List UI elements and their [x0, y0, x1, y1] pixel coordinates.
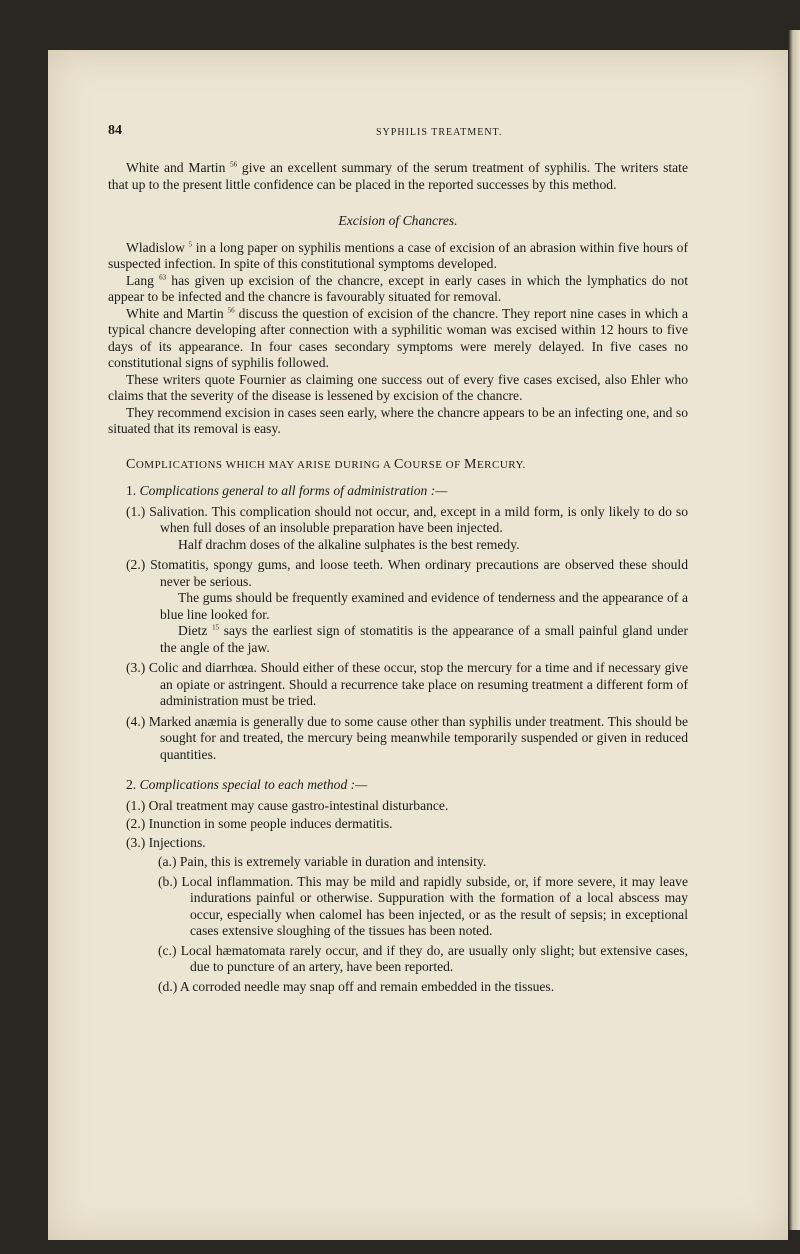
page-number: 84 — [108, 123, 122, 138]
footnote-ref: 15 — [212, 623, 220, 632]
sub-list-item: (c.) Local hæmatomata rarely occur, and if they do, are usually only slight; but extensive cases, due to puncture of an artery, have been reported. — [158, 942, 688, 974]
paragraph-wladislow: Wladislow $^5$ in a long paper on syphilis mentions a case of excision of an abrasion within five hours of suspected infection. In spite of this constitutional symptoms developed. — [108, 239, 688, 271]
section-2-heading: 2. Complications special to each method :— — [126, 777, 368, 792]
sub-list-item: (b.) Local inflammation. This may be mild and rapidly subside, or, if more severe, it may leave indurations painful or otherwise. Suppuration with the formation of a local abscess may occur, especially when calomel has been injected, or as the result of sepsis; in exceptional cases extensive sloughing of the tissues has been noted. — [158, 873, 688, 938]
sub-list-item: (a.) Pain, this is extremely variable in duration and intensity. — [158, 854, 487, 869]
list-item: (3.) Colic and diarrhœa. Should either of these occur, stop the mercury for a time and if necessary give an opiate or astringent. Should a recurrence take place on resuming treatment a different form of administration must be tried. — [126, 660, 688, 708]
paragraph-serum: White and Martin $^{56}$ give an excellent summary of the serum treatment of syphilis. The writers state that up to the present little confidence can be placed in the reported successes by this method. — [108, 160, 688, 192]
footnote-ref: 56 — [230, 160, 238, 169]
section-1-heading: 1. Complications general to all forms of administration :— — [126, 483, 448, 498]
list-item: (1.) Salivation. This complication should not occur, and, except in a mild form, is only likely to do so when full doses of an insoluble preparation have been injected. — [126, 503, 688, 535]
footnote-ref: 56 — [227, 305, 235, 314]
page-header — [108, 123, 688, 139]
paragraph-lang: Lang $^{63}$ has given up excision of the chancre, except in early cases in which the lymphatics do not appear to be infected and the chancre is favourably situated for removal. — [108, 272, 688, 304]
list-item: (4.) Marked anæmia is generally due to some cause other than syphilis under treatment. This should be sought for and treated, the mercury being meanwhile temporarily suspended or given in reduced quantities. — [126, 713, 688, 762]
paragraph-white-martin: White and Martin $^{56}$ discuss the question of excision of the chancre. They report nine cases in which a typical chancre developing after connection with a syphilitic woman was excised within 12 hours to five days of its appearance. In four cases secondary symptoms were merely delayed. In five cases no constitutional signs of syphilis followed. — [108, 305, 688, 370]
page-body — [108, 160, 688, 995]
section-title-excision: Excision of Chancres. — [338, 213, 458, 228]
complications-heading: COMPLICATIONS WHICH MAY ARISE DURING A COURSE OF MERCURY. — [126, 456, 526, 472]
running-head: SYPHILIS TREATMENT. — [376, 127, 503, 138]
footnote-ref: 5 — [188, 239, 193, 248]
list-item: (1.) Oral treatment may cause gastro-intestinal disturbance. — [126, 797, 449, 813]
paragraph-recommend: They recommend excision in cases seen early, where the chancre appears to be an infecting one, and so situated that its removal is easy. — [108, 404, 688, 436]
list-item: (2.) Inunction in some people induces dermatitis. — [126, 816, 393, 831]
page-edge — [788, 30, 800, 1230]
list-item-note: Dietz $^{15}$ says the earliest sign of stomatitis is the appearance of a small painful gland under the angle of the jaw. — [160, 623, 688, 655]
paragraph-fournier: These writers quote Fournier as claiming one success out of every five cases excised, also Ehler who claims that the severity of the disease is lessened by excision of the chancre. — [108, 371, 688, 403]
list-item-note: The gums should be frequently examined and evidence of tenderness and the appearance of a blue line looked for. — [160, 590, 688, 622]
list-item-note: Half drachm doses of the alkaline sulphates is the best remedy. — [178, 536, 520, 552]
sub-list-item: (d.) A corroded needle may snap off and remain embedded in the tissues. — [158, 978, 555, 994]
list-item: (3.) Injections. — [126, 834, 206, 850]
list-item: (2.) Stomatitis, spongy gums, and loose teeth. When ordinary precautions are observed these should never be serious. — [126, 557, 688, 589]
footnote-ref: 63 — [159, 272, 167, 281]
